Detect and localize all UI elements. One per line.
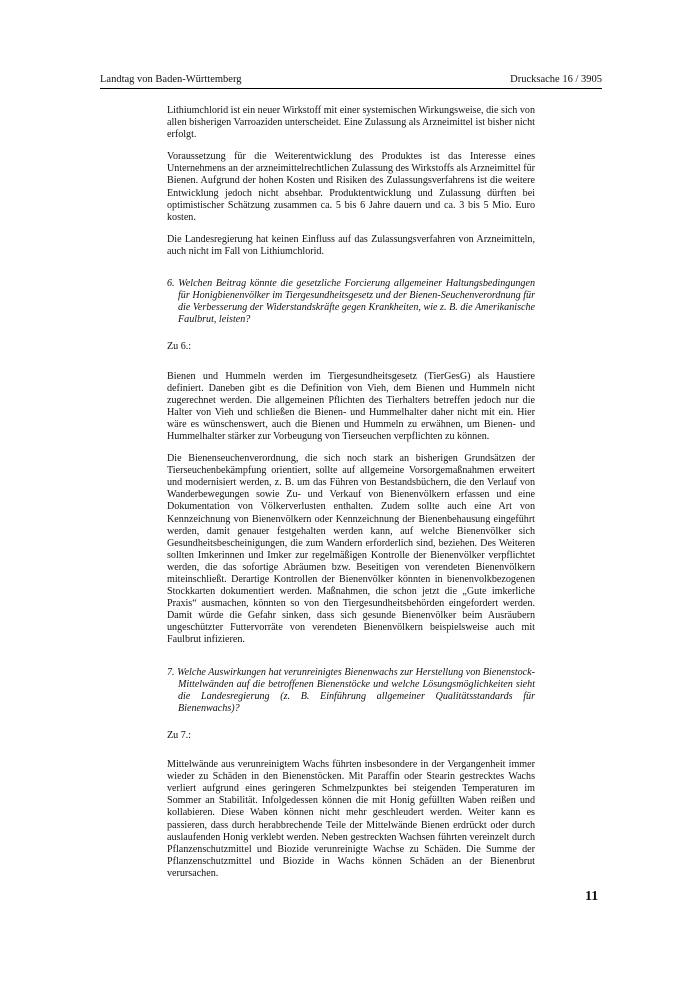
answer-heading-6: Zu 6.: xyxy=(167,341,192,353)
paragraph: Voraussetzung für die Weiterentwicklung des Produktes ist das Interesse eines Unternehmens an der arzneimittelrechtlichen Zulassung des Wirkstoffs als Arzneimittel für Bienen. Aufgrund der hohen Kosten und Risiken des Zulassungsverfahrens ist die weitere Entwicklung jedoch nicht absehbar. Produktentwicklung und Zulassung dürften bei optimistischer Schätzung zusammen ca. 5 bis 6 Jahre dauern und ca. 3 bis 5 Mio. Euro kosten. xyxy=(167,151,535,223)
document-body xyxy=(167,105,535,890)
question-7: 7. Welche Auswirkungen hat verunreinigtes Bienenwachs zur Herstellung von Bienenstock-Mittelwänden auf die betroffenen Bienenstöcke und welche Lösungsmöglichkeiten sieht die Landesregierung (z. B. Einführung allgemeiner Qualitätsstandards für Bienenwachs)? xyxy=(167,666,535,714)
paragraph: Die Bienenseuchenverordnung, die sich noch stark an bisherigen Grundsätzen der Tierseuchenbekämpfung orientiert, sollte auf allgemeine Vorsorgemaßnahmen erweitert und modernisiert werden, z. B. um das Führen von Bestandsbüchern, die den Verlauf von Wanderbewegungen sowie Zu- und Verkauf von Bienenvölkern erfassen und eine Dokumentation von Völkerverlusten enthalten. Zudem sollte auch eine Art von Kennzeichnung von Bienenvölkern oder Kennzeichnung der Bienenbehausung eingeführt werden, damit genauer festgehalten werden kann, auf welche Bienenvölker sich Gesundheitsbescheinigungen, die zum Wandern erforderlich sind, beziehen. Des Weiteren sollten Imkerinnen und Imker zur regelmäßigen Kontrolle der Bienenvölker verpflichtet werden, die das sofortige Abräumen bzw. Beseitigen von verendeten Bienenvölkern miteinschließt. Derartige Kontrollen der Bienenvölker könnten in bienenvolkbezogenen Stockkarten dokumentiert werden. Maßnahmen, die schon jetzt die „Gute imkerliche Praxis“ ausmachen, könnten so von den Tiergesundheitsbehörden eingefordert werden. Damit würde die Gefahr sinken, dass sich gesunde Bienenvölker beim Ausräubern ungeschützter Futtervorräte von verendeten Bienenvölkern beispielsweise auch mit Faulbrut infizieren. xyxy=(167,453,535,646)
header-document-number: Drucksache 16 / 3905 xyxy=(510,74,602,85)
paragraph: Lithiumchlorid ist ein neuer Wirkstoff mit einer systemischen Wirkungsweise, die sich von allen bisherigen Varroaziden unterscheidet. Eine Zulassung als Arzneimittel ist bisher nicht erfolgt. xyxy=(167,105,535,141)
paragraph: Bienen und Hummeln werden im Tiergesundheitsgesetz (TierGesG) als Haustiere definiert. Daneben gibt es die Definition von Vieh, dem Bienen und Hummeln nicht zugerechnet werden. Die allgemeinen Pflichten des Tierhalters betreffen jedoch nur die Halter von Vieh und schließen die Bienen- und Hummelhalter daher nicht mit ein. Hier wäre es wünschenswert, auch die Bienen und Hummeln zu erwähnen, um Bienen- und Hummelhalter stärker zur Vorbeugung von Tierseuchen verpflichten zu können. xyxy=(167,370,535,442)
page-number: 11 xyxy=(585,889,599,904)
answer-heading-7: Zu 7.: xyxy=(167,729,192,741)
header-publisher: Landtag von Baden-Württemberg xyxy=(100,74,242,85)
question-6: 6. Welchen Beitrag könnte die gesetzliche Forcierung allgemeiner Haltungsbedingungen für Honigbienenvölker im Tiergesundheitsgesetz und der Bienen-Seuchenverordnung für die Verbesserung der Widerstandskräfte gegen Krankheiten, wie z. B. die Amerikanische Faulbrut, leisten? xyxy=(167,278,535,326)
paragraph: Mittelwände aus verunreinigtem Wachs führten insbesondere in der Vergangenheit immer wieder zu Schäden in den Bienenstöcken. Mit Paraffin oder Stearin gestrecktes Wachs verliert aufgrund eines geringeren Schmelzpunktes bei steigenden Temperaturen im Sommer an Stabilität. Infolgedessen können die mit Honig gefüllten Waben reißen und kollabieren. Diese Waben können nicht mehr geschleudert werden. Weiter kann es passieren, dass durch herabbrechende Teile der Mittelwände Bienen erdrückt oder durch auslaufenden Honig verklebt werden. Neben gestreckten Wachsen führten vereinzelt durch Pflanzenschutzmittel und Biozide verunreinigte Wachse zu Schäden. Die Summe der Pflanzenschutzmittel und Biozide in Wachs können Schäden an der Bienenbrut verursachen. xyxy=(167,759,535,879)
page-header xyxy=(100,72,602,89)
paragraph: Die Landesregierung hat keinen Einfluss auf das Zulassungsverfahren von Arzneimitteln, auch nicht im Fall von Lithiumchlorid. xyxy=(167,233,535,257)
